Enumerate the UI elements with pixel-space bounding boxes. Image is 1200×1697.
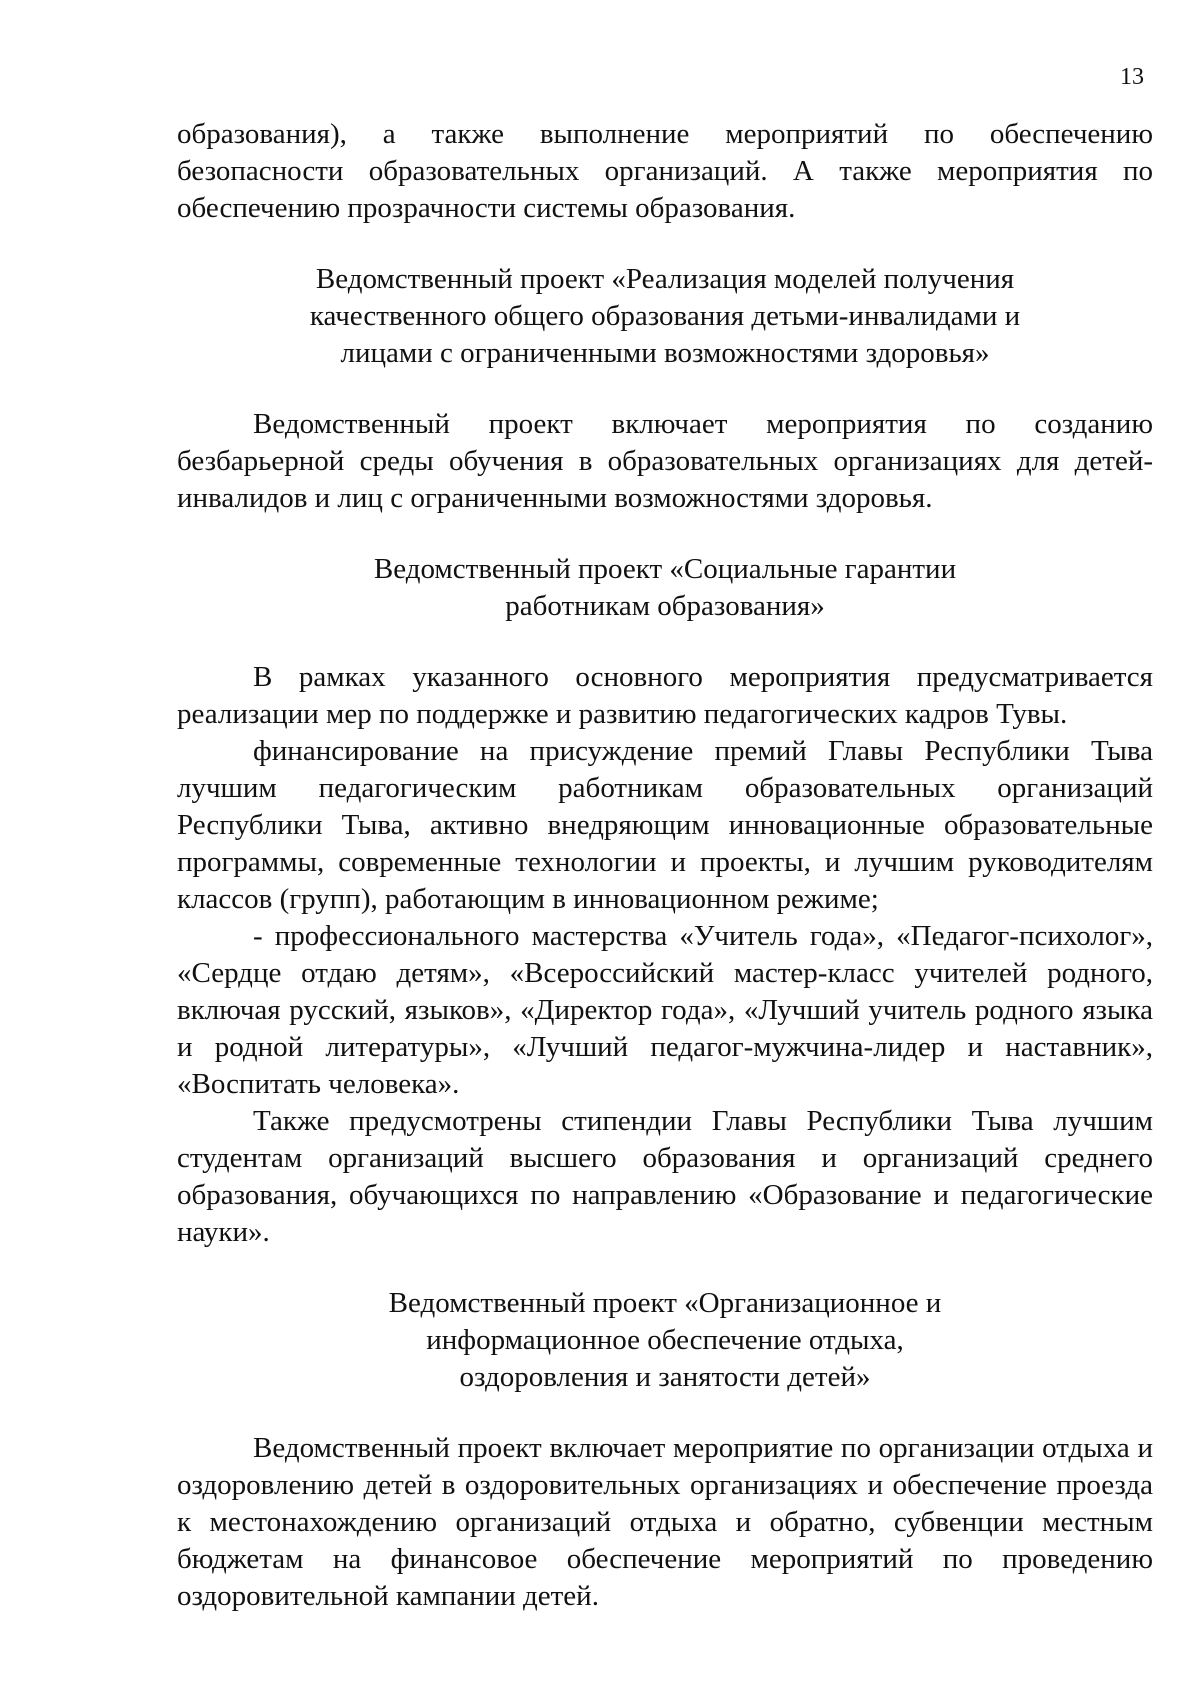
heading-line: Ведомственный проект «Реализация моделей получения xyxy=(315,263,1015,295)
section-heading-social-guarantees xyxy=(177,551,1153,625)
paragraph-scholarships: Также предусмотрены стипендии Главы Республики Тыва лучшим студентам организаций высшего образования и организаций среднего образования, обучающихся по направлению «Образование и педагогические науки». xyxy=(177,1105,1153,1248)
heading-line: информационное обеспечение отдыха, xyxy=(426,1324,904,1356)
heading-line: лицами с ограниченными возможностями здоровья» xyxy=(340,337,990,369)
paragraph-contests: - профессионального мастерства «Учитель года», «Педагог-психолог», «Сердце отдаю детям», «Всероссийский мастер-класс учителей родного, включая русский, языков», «Директор года», «Лучший учитель родного языка и родной литературы», «Лучший педагог-мужчина-лидер и наставник», «Воспитать человека». xyxy=(177,920,1153,1100)
heading-line: Ведомственный проект «Социальные гарантии xyxy=(373,553,957,585)
paragraph-awards-funding: финансирование на присуждение премий Главы Республики Тыва лучшим педагогическим работникам образовательных организаций Республики Тыва, активно внедряющим инновационные образовательные программы, современные технологии и проекты, и лучшим руководителям классов (групп), работающим в инновационном режиме; xyxy=(177,735,1153,915)
paragraph-barrier-free: Ведомственный проект включает мероприятия по созданию безбарьерной среды обучения в образовательных организациях для детей-инвалидов и лиц с ограниченными возможностями здоровья. xyxy=(177,408,1153,514)
section-heading-inclusive-education xyxy=(177,261,1153,372)
paragraph-teacher-support: В рамках указанного основного мероприятия предусматривается реализации мер по поддержке и развитию педагогических кадров Тувы. xyxy=(177,661,1153,730)
heading-line: работникам образования» xyxy=(505,590,825,622)
heading-line: качественного общего образования детьми-инвалидами и xyxy=(309,300,1021,332)
heading-line: оздоровления и занятости детей» xyxy=(459,1361,871,1393)
document-body xyxy=(177,116,1153,1615)
paragraph-continuation: образования), а также выполнение мероприятий по обеспечению безопасности образовательных организаций. А также мероприятия по обеспечению прозрачности системы образования. xyxy=(177,118,1153,224)
paragraph-recreation-measures: Ведомственный проект включает мероприятие по организации отдыха и оздоровлению детей в оздоровительных организациях и обеспечение проезда к местонахождению организаций отдыха и обратно, субвенции местным бюджетам на финансовое обеспечение мероприятий по проведению оздоровительной кампании детей. xyxy=(177,1432,1153,1612)
heading-line: Ведомственный проект «Организационное и xyxy=(388,1287,942,1319)
section-heading-children-recreation xyxy=(177,1285,1153,1396)
page-number: 13 xyxy=(1120,64,1144,90)
